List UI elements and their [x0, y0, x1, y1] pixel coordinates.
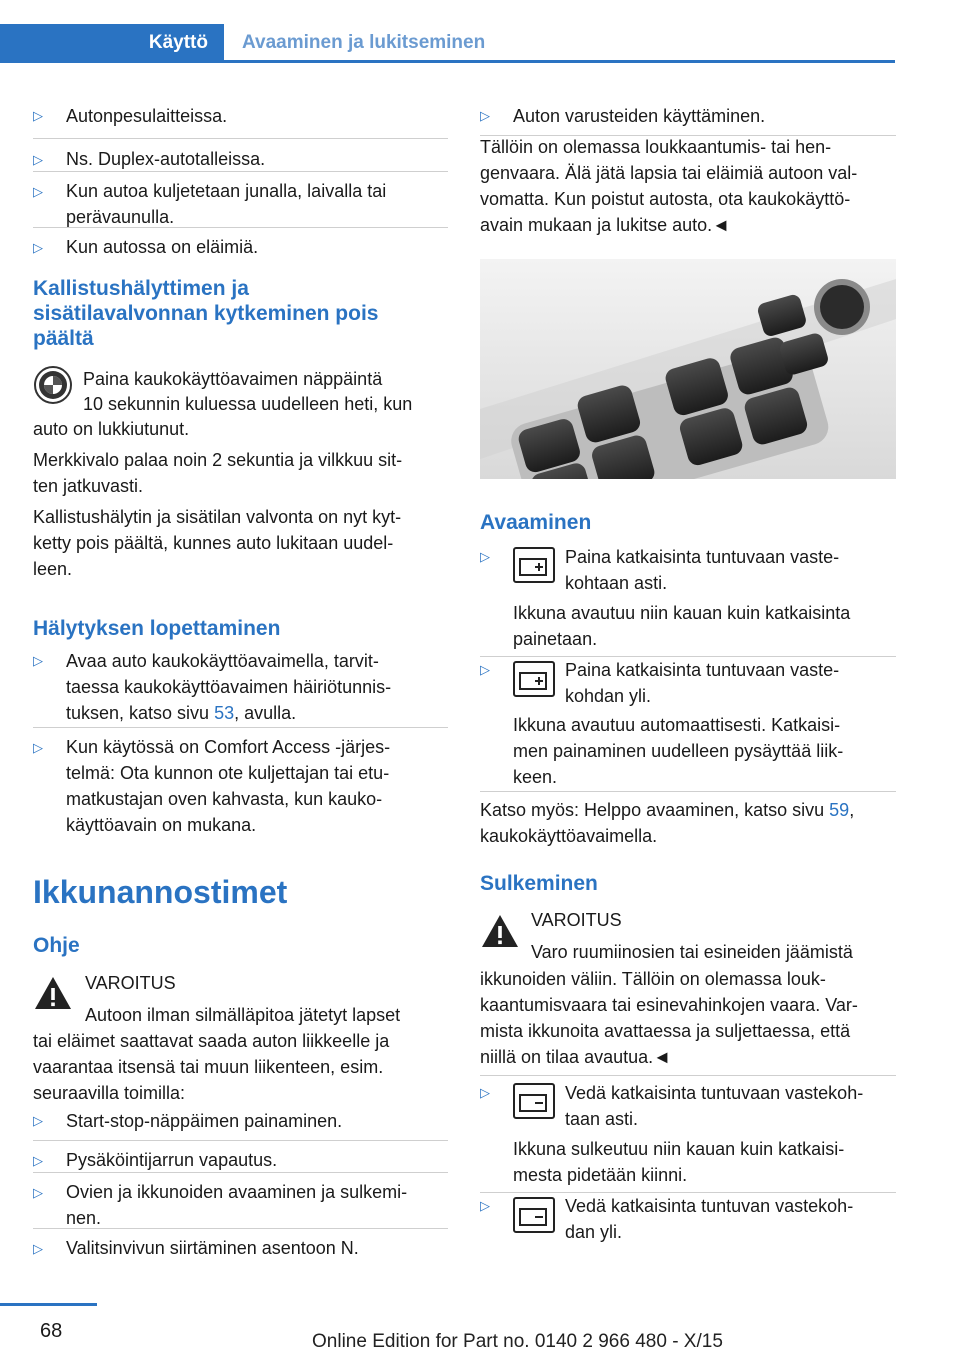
window-switch-icon [513, 547, 555, 583]
divider [33, 727, 448, 728]
divider [33, 227, 448, 228]
bullet-triangle-icon: ▷ [480, 549, 490, 564]
divider [33, 138, 448, 139]
bullet-triangle-icon: ▷ [33, 653, 43, 668]
tab-chapter[interactable]: Käyttö [0, 24, 224, 62]
warning-icon [33, 975, 73, 1011]
footer-edition: Online Edition for Part no. 0140 2 966 480 - X/15 [312, 1331, 723, 1352]
bullet-triangle-icon: ▷ [33, 152, 43, 167]
paragraph: Varo ruumiinosien tai esineiden jäämistä [531, 942, 853, 962]
bullet-triangle-icon: ▷ [33, 240, 43, 255]
tab-section[interactable]: Avaaminen ja lukitseminen [242, 32, 486, 53]
bullet-triangle-icon: ▷ [33, 184, 43, 199]
paragraph: Autoon ilman silmälläpitoa jätetyt lapset [85, 1005, 401, 1025]
paragraph: Paina katkaisinta tuntuvaan vaste- kohtaan asti. [565, 547, 840, 593]
paragraph: Merkkivalo palaa noin 2 sekuntia ja vilkkuu sit- ten jatkuvasti. [33, 450, 403, 496]
heading-note: Ohje [33, 934, 80, 957]
heading-open: Avaaminen [480, 511, 592, 534]
paragraph: auto on lukkiutunut. [33, 419, 190, 439]
page-link[interactable]: 53 [214, 703, 235, 723]
heading-close: Sulkeminen [480, 872, 598, 895]
window-switch-icon [513, 1083, 555, 1119]
bullet-triangle-icon: ▷ [480, 108, 490, 123]
paragraph: Vedä katkaisinta tuntuvan vastekoh- dan yli. [565, 1196, 854, 1242]
paragraph: ikkunoiden väliin. Tällöin on olemassa louk- kaantumisvaara tai esinevahinkojen vaara. Var- mista ikkunoita avattaessa ja suljettaessa, että niillä on tilaa avautua.◄ [480, 969, 858, 1067]
page-header [0, 0, 895, 62]
window-switch-icon [513, 1197, 555, 1233]
paragraph: 10 sekunnin kuluessa uudelleen heti, kun [83, 394, 413, 414]
divider [33, 1228, 448, 1229]
bullet-triangle-icon: ▷ [33, 108, 43, 123]
paragraph: Vedä katkaisinta tuntuvaan vastekoh- taan asti. [565, 1083, 864, 1129]
heading-windows: Ikkunannostimet [33, 874, 288, 910]
warning-title: VAROITUS [531, 910, 622, 930]
divider [33, 1140, 448, 1141]
divider [480, 791, 896, 792]
window-switch-photo [480, 259, 896, 479]
divider [33, 1172, 448, 1173]
warning-icon [480, 913, 520, 949]
bullet-triangle-icon: ▷ [33, 1241, 43, 1256]
paragraph: Paina katkaisinta tuntuvaan vaste- kohdan yli. [565, 660, 840, 706]
paragraph: Kallistushälytin ja sisätilan valvonta on nyt kyt- ketty pois päältä, kunnes auto lukitaan uudel- leen. [33, 507, 402, 579]
warning-title: VAROITUS [85, 973, 176, 993]
bullet-triangle-icon: ▷ [480, 1085, 490, 1100]
paragraph: Katso myös: Helppo avaaminen, katso sivu 59, kaukokäyttöavaimella. [480, 800, 855, 846]
bullet-triangle-icon: ▷ [33, 1113, 43, 1128]
paragraph: tai eläimet saattavat saada auton liikkeelle ja vaarantaa itsensä tai muun liikenteen, esim. seuraavilla toimilla: [33, 1031, 390, 1103]
paragraph: Ikkuna sulkeutuu niin kauan kuin katkaisi- mesta pidetään kiinni. [513, 1139, 845, 1185]
divider [480, 1075, 896, 1076]
bullet-triangle-icon: ▷ [33, 740, 43, 755]
bullet-triangle-icon: ▷ [480, 1198, 490, 1213]
paragraph: Ikkuna avautuu automaattisesti. Katkaisi- men painaminen uudelleen pysäyttää liik- keen. [513, 715, 844, 787]
paragraph: Paina kaukokäyttöavaimen näppäintä [83, 369, 383, 389]
footer-rule [0, 1303, 97, 1306]
heading-stop-alarm: Hälytyksen lopettaminen [33, 617, 281, 640]
divider [33, 171, 448, 172]
bmw-key-icon [33, 365, 73, 405]
bullet-triangle-icon: ▷ [33, 1153, 43, 1168]
bullet-triangle-icon: ▷ [33, 1185, 43, 1200]
page-number: 68 [40, 1320, 63, 1342]
paragraph: Tällöin on olemassa loukkaantumis- tai hen- genvaara. Älä jätä lapsia tai eläimiä autoon val- vomatta. Kun poistut autosta, ota kaukokäyttö- avain mukaan ja lukitse auto.◄ [480, 137, 858, 235]
heading-tilt-alarm: Kallistushälyttimen ja sisätilavalvonnan kytkeminen pois päältä [33, 277, 379, 350]
paragraph: Ikkuna avautuu niin kauan kuin katkaisinta painetaan. [513, 603, 851, 649]
bullet-triangle-icon: ▷ [480, 662, 490, 677]
header-rule [0, 60, 895, 63]
page-link[interactable]: 59 [829, 800, 850, 820]
window-switch-icon [513, 661, 555, 697]
